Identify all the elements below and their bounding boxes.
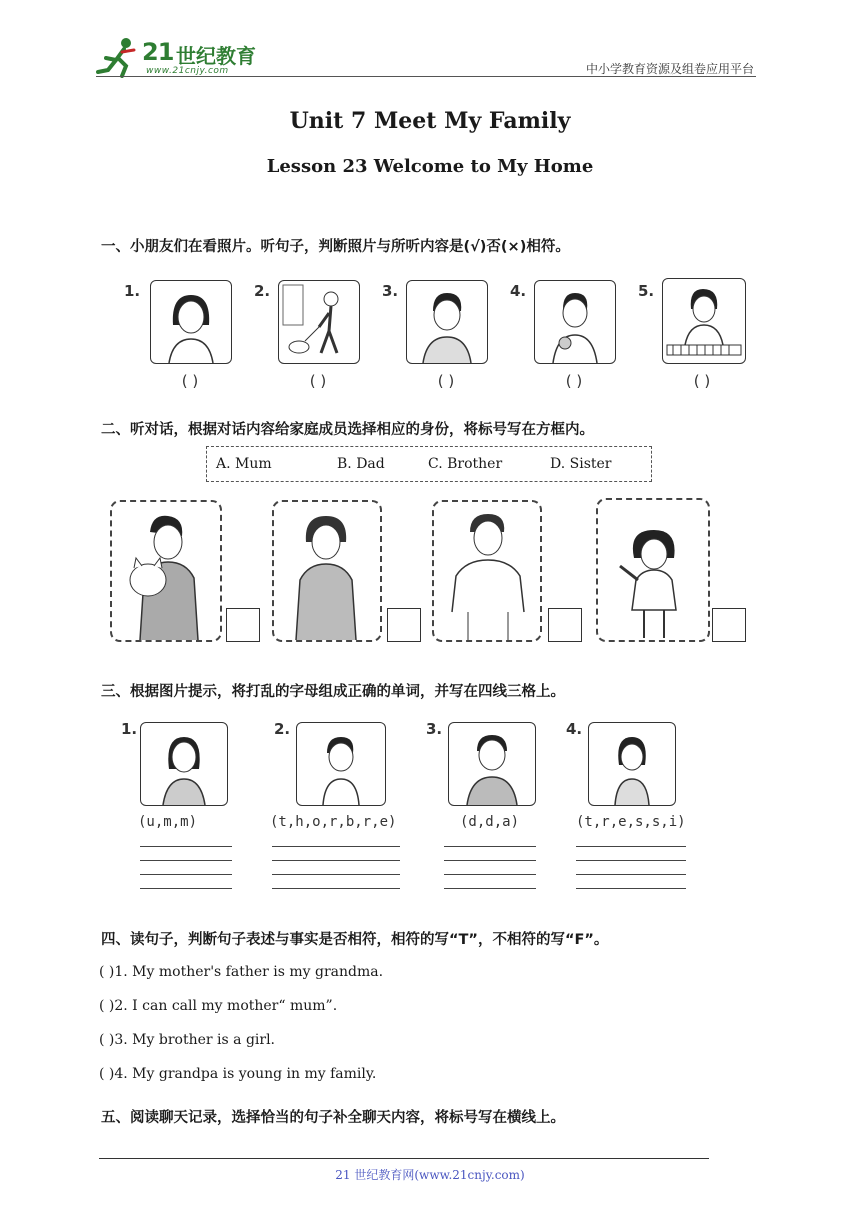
woman-icon [140,722,228,806]
answer-box[interactable] [712,608,746,642]
part1-answer-blank[interactable]: ( ) [565,372,583,390]
girl-playing-piano-icon [662,278,746,364]
part1-item-number: 3. [382,282,399,300]
answer-box[interactable] [548,608,582,642]
part1-item-number: 5. [638,282,655,300]
option-a: A. Mum [216,456,272,472]
part3-heading: 三、根据图片提示，将打乱的字母组成正确的单词，并写在四线三格上。 [101,684,565,700]
part1-answer-blank[interactable]: ( ) [437,372,455,390]
logo-text: 世纪教育 [176,44,256,68]
statement[interactable]: ( )1. My mother's father is my grandma. [99,964,384,980]
part1-item-number: 4. [510,282,527,300]
part3-item-number: 4. [566,720,583,738]
part3-item-number: 2. [274,720,291,738]
answer-box[interactable] [226,608,260,642]
runner-logo-icon [96,36,142,78]
page-title: Unit 7 Meet My Family [289,108,571,134]
answer-box[interactable] [387,608,421,642]
writing-lines[interactable] [576,846,686,892]
part1-item-number: 1. [124,282,141,300]
option-d: D. Sister [550,456,612,472]
footer-divider [99,1158,709,1159]
statement[interactable]: ( )2. I can call my mother“ mum”. [99,998,338,1014]
boy-icon [296,722,386,806]
girl-icon [588,722,676,806]
part5-heading: 五、阅读聊天记录，选择恰当的句子补全聊天内容，将标号写在横线上。 [101,1110,565,1126]
logo-number: 21 [142,38,174,66]
footer-text: 21 世纪教育网(www.21cnjy.com) [335,1168,525,1182]
part1-answer-blank[interactable]: ( ) [181,372,199,390]
boy-eating-icon [534,280,616,364]
part4-heading: 四、读句子，判断句子表述与事实是否相符，相符的写“T”，不相符的写“F”。 [101,932,609,948]
page-subtitle: Lesson 23 Welcome to My Home [266,156,594,177]
young-man-icon [432,500,542,642]
man-holding-cat-icon [110,500,222,642]
man-walking-dog-icon [278,280,360,364]
part1-answer-blank[interactable]: ( ) [693,372,711,390]
old-woman-icon [272,500,382,642]
part2-heading: 二、听对话，根据对话内容给家庭成员选择相应的身份，将标号写在方框内。 [101,422,594,438]
platform-name: 中小学教育资源及组卷应用平台 [585,62,754,76]
logo-url: www.21cnjy.com [146,66,229,76]
statement[interactable]: ( )3. My brother is a girl. [99,1032,275,1048]
scrambled-letters: (t,h,o,r,b,r,e) [270,814,397,830]
part3-item-number: 3. [426,720,443,738]
writing-lines[interactable] [140,846,232,892]
option-b: B. Dad [337,456,385,472]
part1-heading: 一、小朋友们在看照片。听句子，判断照片与所听内容是(√)否(×)相符。 [101,239,570,255]
scrambled-letters: (u,m,m) [138,814,198,830]
writing-lines[interactable] [272,846,400,892]
part1-answer-blank[interactable]: ( ) [309,372,327,390]
part3-item-number: 1. [121,720,138,738]
girl-waving-icon [596,498,710,642]
scrambled-letters: (d,d,a) [460,814,520,830]
header-divider [96,76,756,77]
statement[interactable]: ( )4. My grandpa is young in my family. [99,1066,377,1082]
part1-item-number: 2. [254,282,271,300]
option-c: C. Brother [428,456,503,472]
scrambled-letters: (t,r,e,s,s,i) [576,814,686,830]
writing-lines[interactable] [444,846,536,892]
man-icon [448,722,536,806]
woman-portrait-icon [150,280,232,364]
boy-portrait-icon [406,280,488,364]
